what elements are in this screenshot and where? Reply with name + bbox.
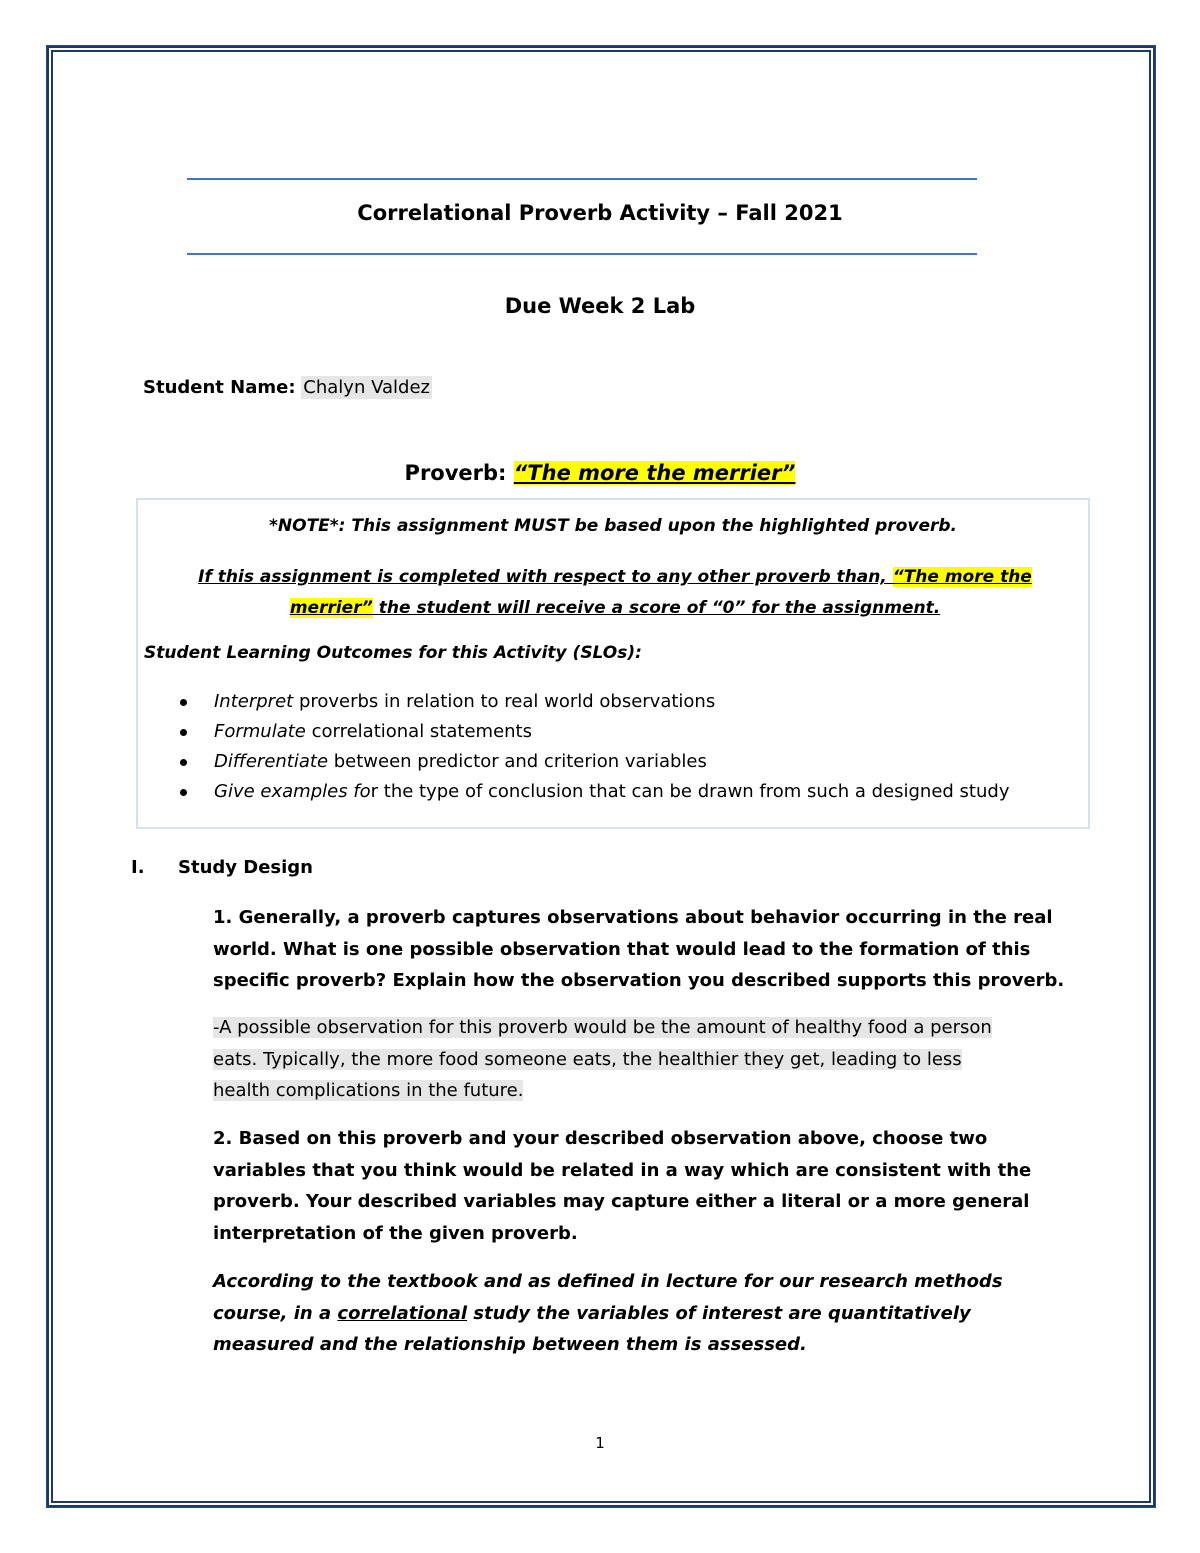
slo-item: Differentiate between predictor and criterion variables — [138, 747, 1009, 777]
warning-suffix: the student will receive a score of “0” for the assignment. — [378, 598, 941, 618]
bullet-icon — [180, 759, 187, 766]
answer-1-line: health complications in the future. — [213, 1080, 524, 1101]
page-number: 1 — [595, 1434, 605, 1452]
document-title: Correlational Proverb Activity – Fall 2021 — [357, 201, 843, 225]
section-title: Study Design — [178, 857, 313, 878]
section-number: I. — [131, 857, 145, 878]
answer-1[interactable] — [213, 1012, 1073, 1107]
bullet-icon — [180, 699, 187, 706]
student-name-label: Student Name: — [143, 377, 296, 398]
warning-text — [178, 562, 1052, 624]
slo-item: Give examples for the type of conclusion that can be drawn from such a designed study — [138, 777, 1009, 807]
proverb-line — [0, 461, 1200, 485]
warning-proverb: “The more the merrier” — [289, 567, 1032, 618]
slo-item: Formulate correlational statements — [138, 717, 1009, 747]
warning-prefix: If this assignment is completed with respect to any other proverb than, — [198, 567, 887, 587]
question-2: 2. Based on this proverb and your described observation above, choose two variables that you think would be related in a way which are consistent with the proverb. Your described variables may capture either a literal or a more general interpretation of the given proverb. — [213, 1128, 1032, 1244]
correlational-definition: According to the textbook and as defined in lecture for our research methods course, in a correlational study the variables of interest are quantitatively measured and the relationship between them is assessed. — [213, 1271, 1003, 1355]
title-bottom-rule — [187, 253, 977, 255]
bullet-icon — [180, 729, 187, 736]
title-top-rule — [187, 178, 977, 180]
slo-list — [138, 687, 1009, 807]
note-title: *NOTE*: This assignment MUST be based upon the highlighted proverb. — [269, 516, 957, 536]
question-1: 1. Generally, a proverb captures observations about behavior occurring in the real world. What is one possible observation that would lead to the formation of this specific proverb? Explain how the observation you described supports this proverb. — [213, 907, 1065, 991]
proverb-label: Proverb: — [404, 461, 507, 485]
slo-item: Interpret proverbs in relation to real world observations — [138, 687, 1009, 717]
bullet-icon — [180, 789, 187, 796]
proverb-text: “The more the merrier” — [513, 461, 796, 485]
correlational-term: correlational — [337, 1302, 468, 1324]
slo-heading: Student Learning Outcomes for this Activity (SLOs): — [144, 643, 642, 663]
answer-1-line: eats. Typically, the more food someone eats, the healthier they get, leading to less — [213, 1048, 962, 1070]
student-name-line — [143, 377, 432, 398]
note-box — [136, 498, 1090, 829]
answer-1-line: -A possible observation for this proverb would be the amount of healthy food a person — [213, 1017, 992, 1038]
student-name-value[interactable]: Chalyn Valdez — [303, 377, 430, 398]
due-date: Due Week 2 Lab — [504, 294, 696, 318]
